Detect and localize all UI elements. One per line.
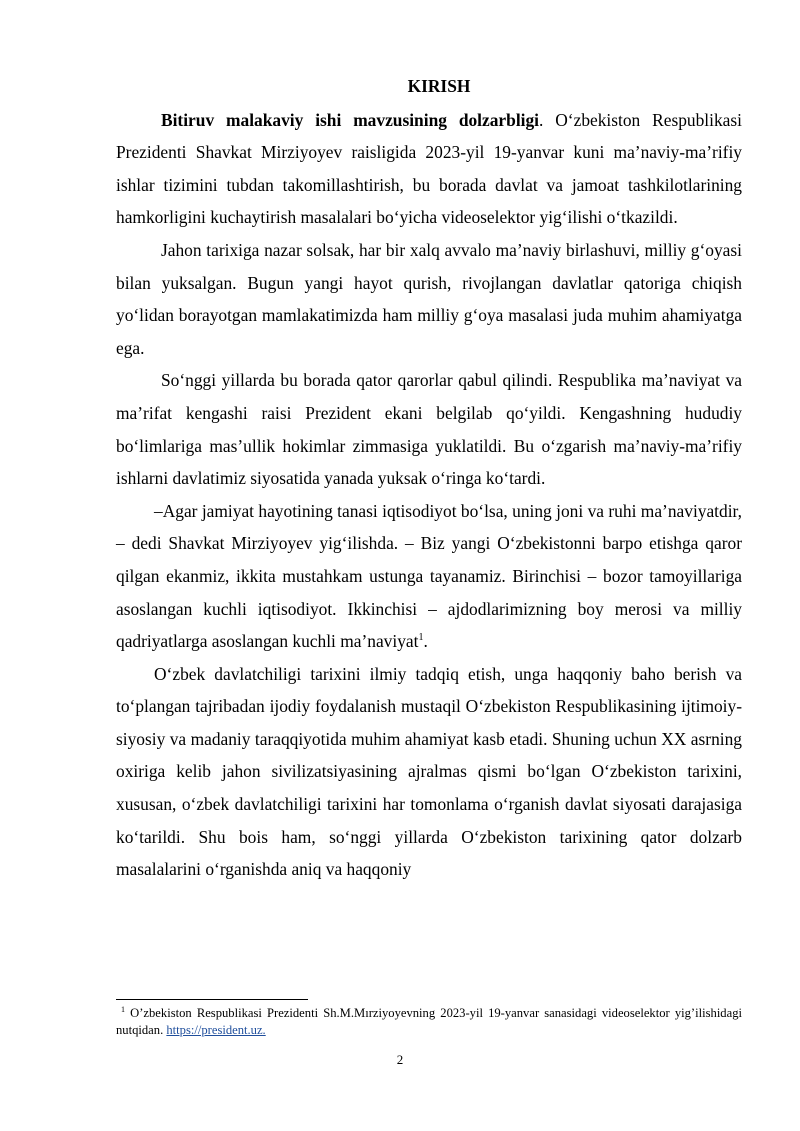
paragraph-statehood-history: O‘zbek davlatchiligi tarixini ilmiy tadqiq etish, unga haqqoniy baho berish va to‘plangan tajribadan ijodiy foydalanish mustaqil O‘zbekiston Respublikasining ijtimoiy-siyosiy va madaniy taraqqiyotida muhim ahamiyat kasb etadi. Shuning uchun XX asrning oxiriga kelib jahon sivilizatsiyasining ajralmas qismi bo‘lgan O‘zbekiston tarixini, xususan, o‘zbek davlatchiligi tarixini har tomonlama o‘rganish davlat siyosati darajasiga ko‘tarildi. Shu bois ham, so‘nggi yillarda O‘zbekiston tarixining qator dolzarb masalalarini o‘rganishda aniq va haqqoniy: [116, 663, 742, 880]
footnote-text: O’zbekiston Respublikasi Prezidenti Sh.M.Mırziyoyevning 2023-yil 19-yanvar sanasidagi videoselektor yig’ilishidagi nutqidan.: [116, 1006, 742, 1037]
page-number: 2: [396, 1052, 404, 1067]
quote-end: .: [423, 631, 428, 652]
footnote-marker: 1: [121, 1004, 125, 1014]
paragraph-lead: Bitiruv malakaviy ishi mavzusining dolzarbligi: [161, 109, 540, 130]
paragraph-text: . O‘zbekiston Respublikasi Prezidenti Shavkat Mirziyoyev raisligida 2023-yil 19-yanvar kuni ma’naviy-ma’rifiy ishlar tizimini tubdan takomillashtirish, bu borada davlat va jamoat tashkilotlarining hamkorligini kuchaytirish masalalari bo‘yicha videoselektor yig‘ilishi o‘tkazildi.: [116, 109, 742, 228]
footnote-link[interactable]: https://president.uz.: [166, 1023, 266, 1037]
body-text: [116, 70, 742, 886]
paragraph-recent-years: So‘nggi yillarda bu borada qator qarorlar qabul qilindi. Respublika ma’naviyat va ma’rifat kengashi raisi Prezident ekani belgilab qo‘yildi. Kengashning hududiy bo‘limlariga mas’ullik hokimlar zimmasiga yuklatildi. Bu o‘zgarish ma’naviy-ma’rifiy ishlarni davlatimiz siyosatida yanada yuksak o‘ringa ko‘tardi.: [116, 370, 742, 489]
footnote-separator: [116, 999, 308, 1000]
paragraph-relevance: [116, 104, 742, 234]
quote-text: –Agar jamiyat hayotining tanasi iqtisodiyot bo‘lsa, uning joni va ruhi ma’naviyatdir, – dedi Shavkat Mirziyoyev yig‘ilishda. – Biz yangi O‘zbekistonni barpo etishga qaror qilgan ekanmiz, ikkita mustahkam ustunga tayanamiz. Birinchisi – bozor tamoyillariga asoslangan kuchli iqtisodiyot. Ikkinchisi – ajdodlarimizning boy merosi va milliy qadriyatlarga asoslangan kuchli ma’naviyat: [116, 500, 742, 652]
paragraph-quote: [116, 495, 742, 658]
footnote: [116, 1005, 742, 1039]
footnote-reference[interactable]: 1: [418, 632, 424, 644]
page-title: KIRISH: [407, 76, 471, 96]
paragraph-world-history: Jahon tarixiga nazar solsak, har bir xalq avvalo ma’naviy birlashuvi, milliy g‘oyasi bilan yuksalgan. Bugun yangi hayot qurish, rivojlangan davlatlar qatoriga chiqish yo‘lidan borayotgan mamlakatimizda ham milliy g‘oya masalasi juda muhim ahamiyatga ega.: [116, 239, 742, 358]
